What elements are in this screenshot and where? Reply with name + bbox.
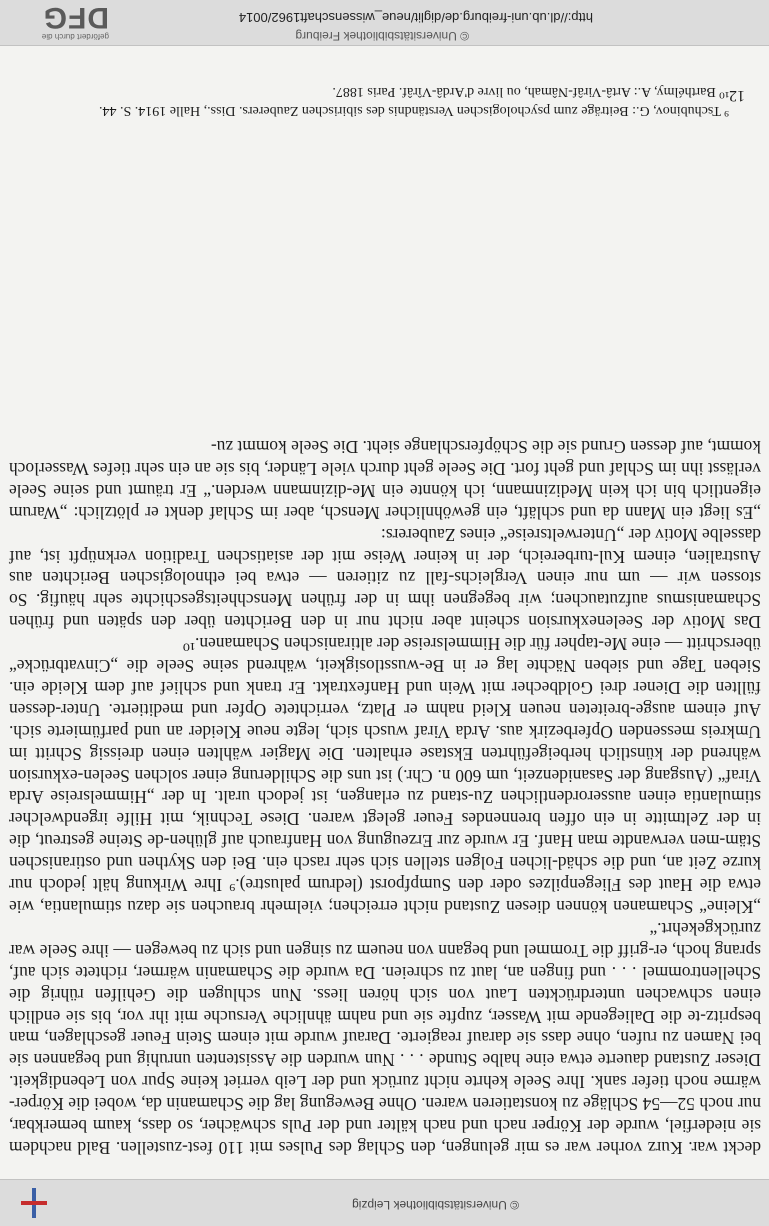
body-text — [9, 435, 761, 1158]
document-page — [0, 46, 769, 1180]
dfg-mark: DFG — [42, 1, 109, 34]
permalink-url[interactable]: http://dl.ub.uni-freiburg.de/diglit/neue_wissenschaft1962/0014 — [238, 10, 593, 25]
footnote-9: ⁹ Tschubinov, G.: Beiträge zum psychologischen Verständnis des sibirischen Zauberers. Diss., Halle 1914. S. 44. — [98, 103, 729, 118]
paragraph-3: Das Motiv der Seelenexkursion scheint aber nicht nur in den Berichten über den späten und frühen Schamanismus aufzutauchen; wir begegnen ihm in der frühen Menschheitsgeschichte sehr häufig. So stossen wir — um nur einen Vergleichs-fall zu zitieren — etwa bei ethnologischen Berichten aus Australien, einem Kul-turbereich, der in keiner Weise mit der asiatischen Tradition verknüpft ist, auf dasselbe Motiv der „Unterweltsreise“ eines Zauberers: — [9, 524, 761, 633]
dfg-sub-label: gefördert durch die — [41, 32, 109, 41]
footnotes — [29, 82, 729, 120]
paragraph-1: deckt war. Kurz vorher war es mir gelungen, den Schlag des Pulses mit 110 fest-zustellen. Bald nachdem sie niederfiel, wurde der Körper nach und nach kälter und der Puls schwächer, so dass, kaum bemerkbar, nur noch 52—54 Schläge zu konstatieren waren. Ohne Bewegung lag die Schamanin da, wobei die Körper-wärme noch tiefer sank. Ihre Seele kehrte nicht zurück und der Leib verriet keine Spur von Lebendigkeit. Dieser Zustand dauerte etwa eine halbe Stunde . . . Nun wurden die Assistenten unruhig und begannen sie bei Namen zu rufen, ohne dass sie darauf reagierte. Darauf wurde mit einem Stein Feuer geschlagen, man bespritz-te die Daliegende mit Wasser, zupfte sie und nahm ähnliche Versuche mit ihr vor, bis sie endlich einen schwachen unterdrückten Laut von sich hören liess. Nun schlugen die Gehilfen rührig die Schellentrommel . . . und fingen an, laut zu schreien. Da wurde die Schamanin wärmer, richtete sich auf, sprang hoch, er-griff die Trommel und begann von neuem zu singen und sich zu bewegen — ihre Seele war zurückgekehrt.“ — [9, 918, 761, 1158]
university-cross-logo-icon — [21, 1188, 47, 1218]
paragraph-4: „Es liegt ein Mann da und schläft, ein gewöhnlicher Mensch, aber im Schlaf denkt er plötzlich: „Warum eigentlich bin ich kein Medizinmann, ich könnte ein Me-dizinmann werden.“ Er träumt und seine Seele verlässt ihn im Schlaf und geht fort. Die Seele geht durch viele Länder, bis sie an ein sehr tiefes Wasserloch kommt, auf dessen Grund sie die Schöpferschlange sieht. Die Seele kommt zu- — [9, 437, 761, 523]
library-header-bar — [0, 1179, 769, 1226]
page-number: 12 — [729, 87, 745, 104]
footnote-10: ¹⁰ Barthélmy, A.: Artâ-Virâf-Nâmah, ou livre d'Ardâ-Vîrâf. Paris 1887. — [332, 84, 729, 99]
library-credit: © Universitätsbibliothek Leipzig — [352, 1198, 519, 1212]
digital-library-footer-bar — [0, 0, 769, 46]
footer-copyright: © Universitätsbibliothek Freiburg — [295, 29, 469, 43]
paragraph-2: „Kleine“ Schamanen können diesen Zustand nicht erreichen; vielmehr brauchen sie dazu stimulantia, wie etwa die Haut des Fliegenpilzes oder den Sumpfporst (ledrum palustre).⁹ Ihre Wirkung hält jedoch nur kurze Zeit an, und die schäd-lichen Folgen stellen sich sehr rasch ein. Bei den Skythen und ostiranischen Stäm-men verwandte man Hanf. Er wurde zur Erzeugung von Hanfrauch auf glühen-de Steine gestreut, die in der Zeltmitte in ein offen brennendes Feuer gelegt waren. Diese Technik, mit Hilfe irgendwelcher stimulantia einen ausserordentlichen Zu-stand zu erlangen, ist jedoch uralt. In der „Himmelsreise Arda Viraf“ (Ausgang der Sasanidenzeit, um 600 n. Chr.) ist uns die Schilderung einer solchen Seelen-exkursion während der künstlich herbeigeführten Ekstase erhalten. Die Magier wählten einen dreissig Schritt im Umkreis messenden Opferbezirk aus. Arda Viraf wusch sich, legte neue Kleider an und parfümierte sich. Auf einem ausge-breiteten neuen Kleid nahm er Platz, verrichtete Opfer und meditierte. Unter-dessen füllten die Diener drei Goldbecher mit Wein und Hanfextrakt. Er trank und schlief auf dem Kleide ein. Sieben Tage und sieben Nächte lag er in Be-wusstlosigkeit, während seine Seele die „Cinvatbrücke“ überschritt — eine Me-tapher für die Himmelsreise der altiranischen Schamanen.¹⁰ — [9, 634, 761, 918]
dfg-logo — [9, 3, 109, 41]
